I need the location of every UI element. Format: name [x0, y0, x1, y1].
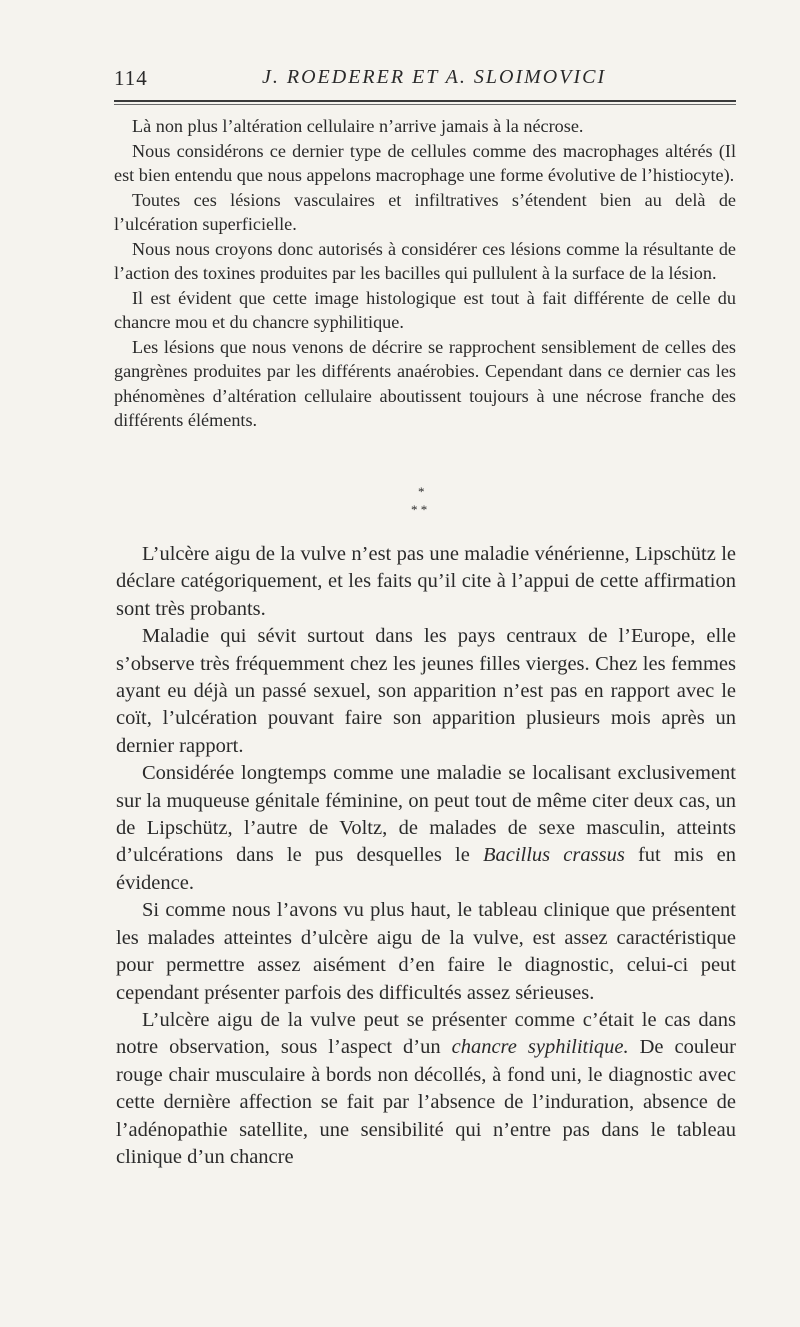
paragraph: Maladie qui sévit surtout dans les pays centraux de l’Europe, elle s’observe très fréquemment chez les jeunes filles vierges. Chez les femmes ayant eu déjà un passé sexuel, son apparition n’est pas en rapport avec le coït, l’ulcération pouvant faire son apparition plusieurs mois après un dernier rapport. [116, 625, 736, 757]
italic-term: chancre syphilitique. [451, 1036, 629, 1059]
paragraph: Il est évident que cette image histologique est tout à fait différente de celle du chancre mou et du chancre syphilitique. [114, 287, 736, 332]
text-run: L’ulcère aigu de la vulve peut se présenter comme c’était le cas dans notre observation, sous l’aspect d’un [116, 1008, 736, 1059]
paragraph: L’ulcère aigu de la vulve n’est pas une maladie vénérienne, Lipschütz le déclare catégoriquement, et les faits qu’il cite à l’appui de cette affirmation sont très probants. [116, 543, 736, 620]
text-run: fut mis en évidence. [116, 844, 736, 894]
paragraph: Là non plus l’altération cellulaire n’arrive jamais à la nécrose. [132, 116, 584, 136]
paragraph: Nous nous croyons donc autorisés à considérer ces lésions comme la résultante de l’action des toxines produites par les bacilles qui pullulent à la surface de la lésion. [114, 238, 736, 283]
paragraph: Si comme nous l’avons vu plus haut, le tableau clinique que présentent les malades atteintes d’ulcère aigu de la vulve, est assez caractéristique pour permettre assez aisément d’en faire le diagnostic, celui-ci peut cependant présenter parfois des difficultés assez sérieuses. [116, 899, 736, 1004]
running-header [114, 64, 736, 94]
header-rule-thin [114, 104, 736, 105]
text-run: Considérée longtemps comme une maladie se localisant exclusivement sur la muqueuse génitale féminine, on peut tout de même citer deux cas, un de Lipschütz, l’autre de Voltz, de malades de sexe masculin, atteints d’ulcérations dans le pus desquelles le [116, 762, 736, 867]
header-rule [114, 100, 736, 102]
separator-stars-bottom: * * [411, 502, 428, 517]
separator-star-top: * [418, 484, 425, 499]
text-run: De couleur rouge chair musculaire à bords non décollés, à fond uni, le diagnostic avec cette dernière affection se fait par l’absence de l’induration, absence de l’adénopathie satellite, une sensibilité qui n’entre pas dans le tableau clinique d’un chancre [116, 1036, 736, 1168]
paragraph [116, 1007, 736, 1171]
small-print-section [114, 114, 736, 433]
main-text-section [116, 541, 736, 1171]
italic-term: Bacillus crassus [482, 844, 625, 867]
page-number: 114 [114, 66, 148, 90]
paragraph: Les lésions que nous venons de décrire se rapprochent sensiblement de celles des gangrènes produites par les différents anaérobies. Cependant dans ce dernier cas les phénomènes d’altération cellulaire aboutissent toujours à une nécrose franche des différents éléments. [114, 336, 736, 430]
paragraph [116, 760, 736, 897]
paragraph: Toutes ces lésions vasculaires et infiltratives s’étendent bien au delà de l’ulcération superficielle. [114, 189, 736, 234]
running-title: J. ROEDERER ET A. SLOIMOVICI [262, 66, 607, 88]
paragraph: Nous considérons ce dernier type de cellules comme des macrophages altérés (Il est bien entendu que nous appelons macrophage une forme évolutive de l’histiocyte). [114, 140, 736, 185]
